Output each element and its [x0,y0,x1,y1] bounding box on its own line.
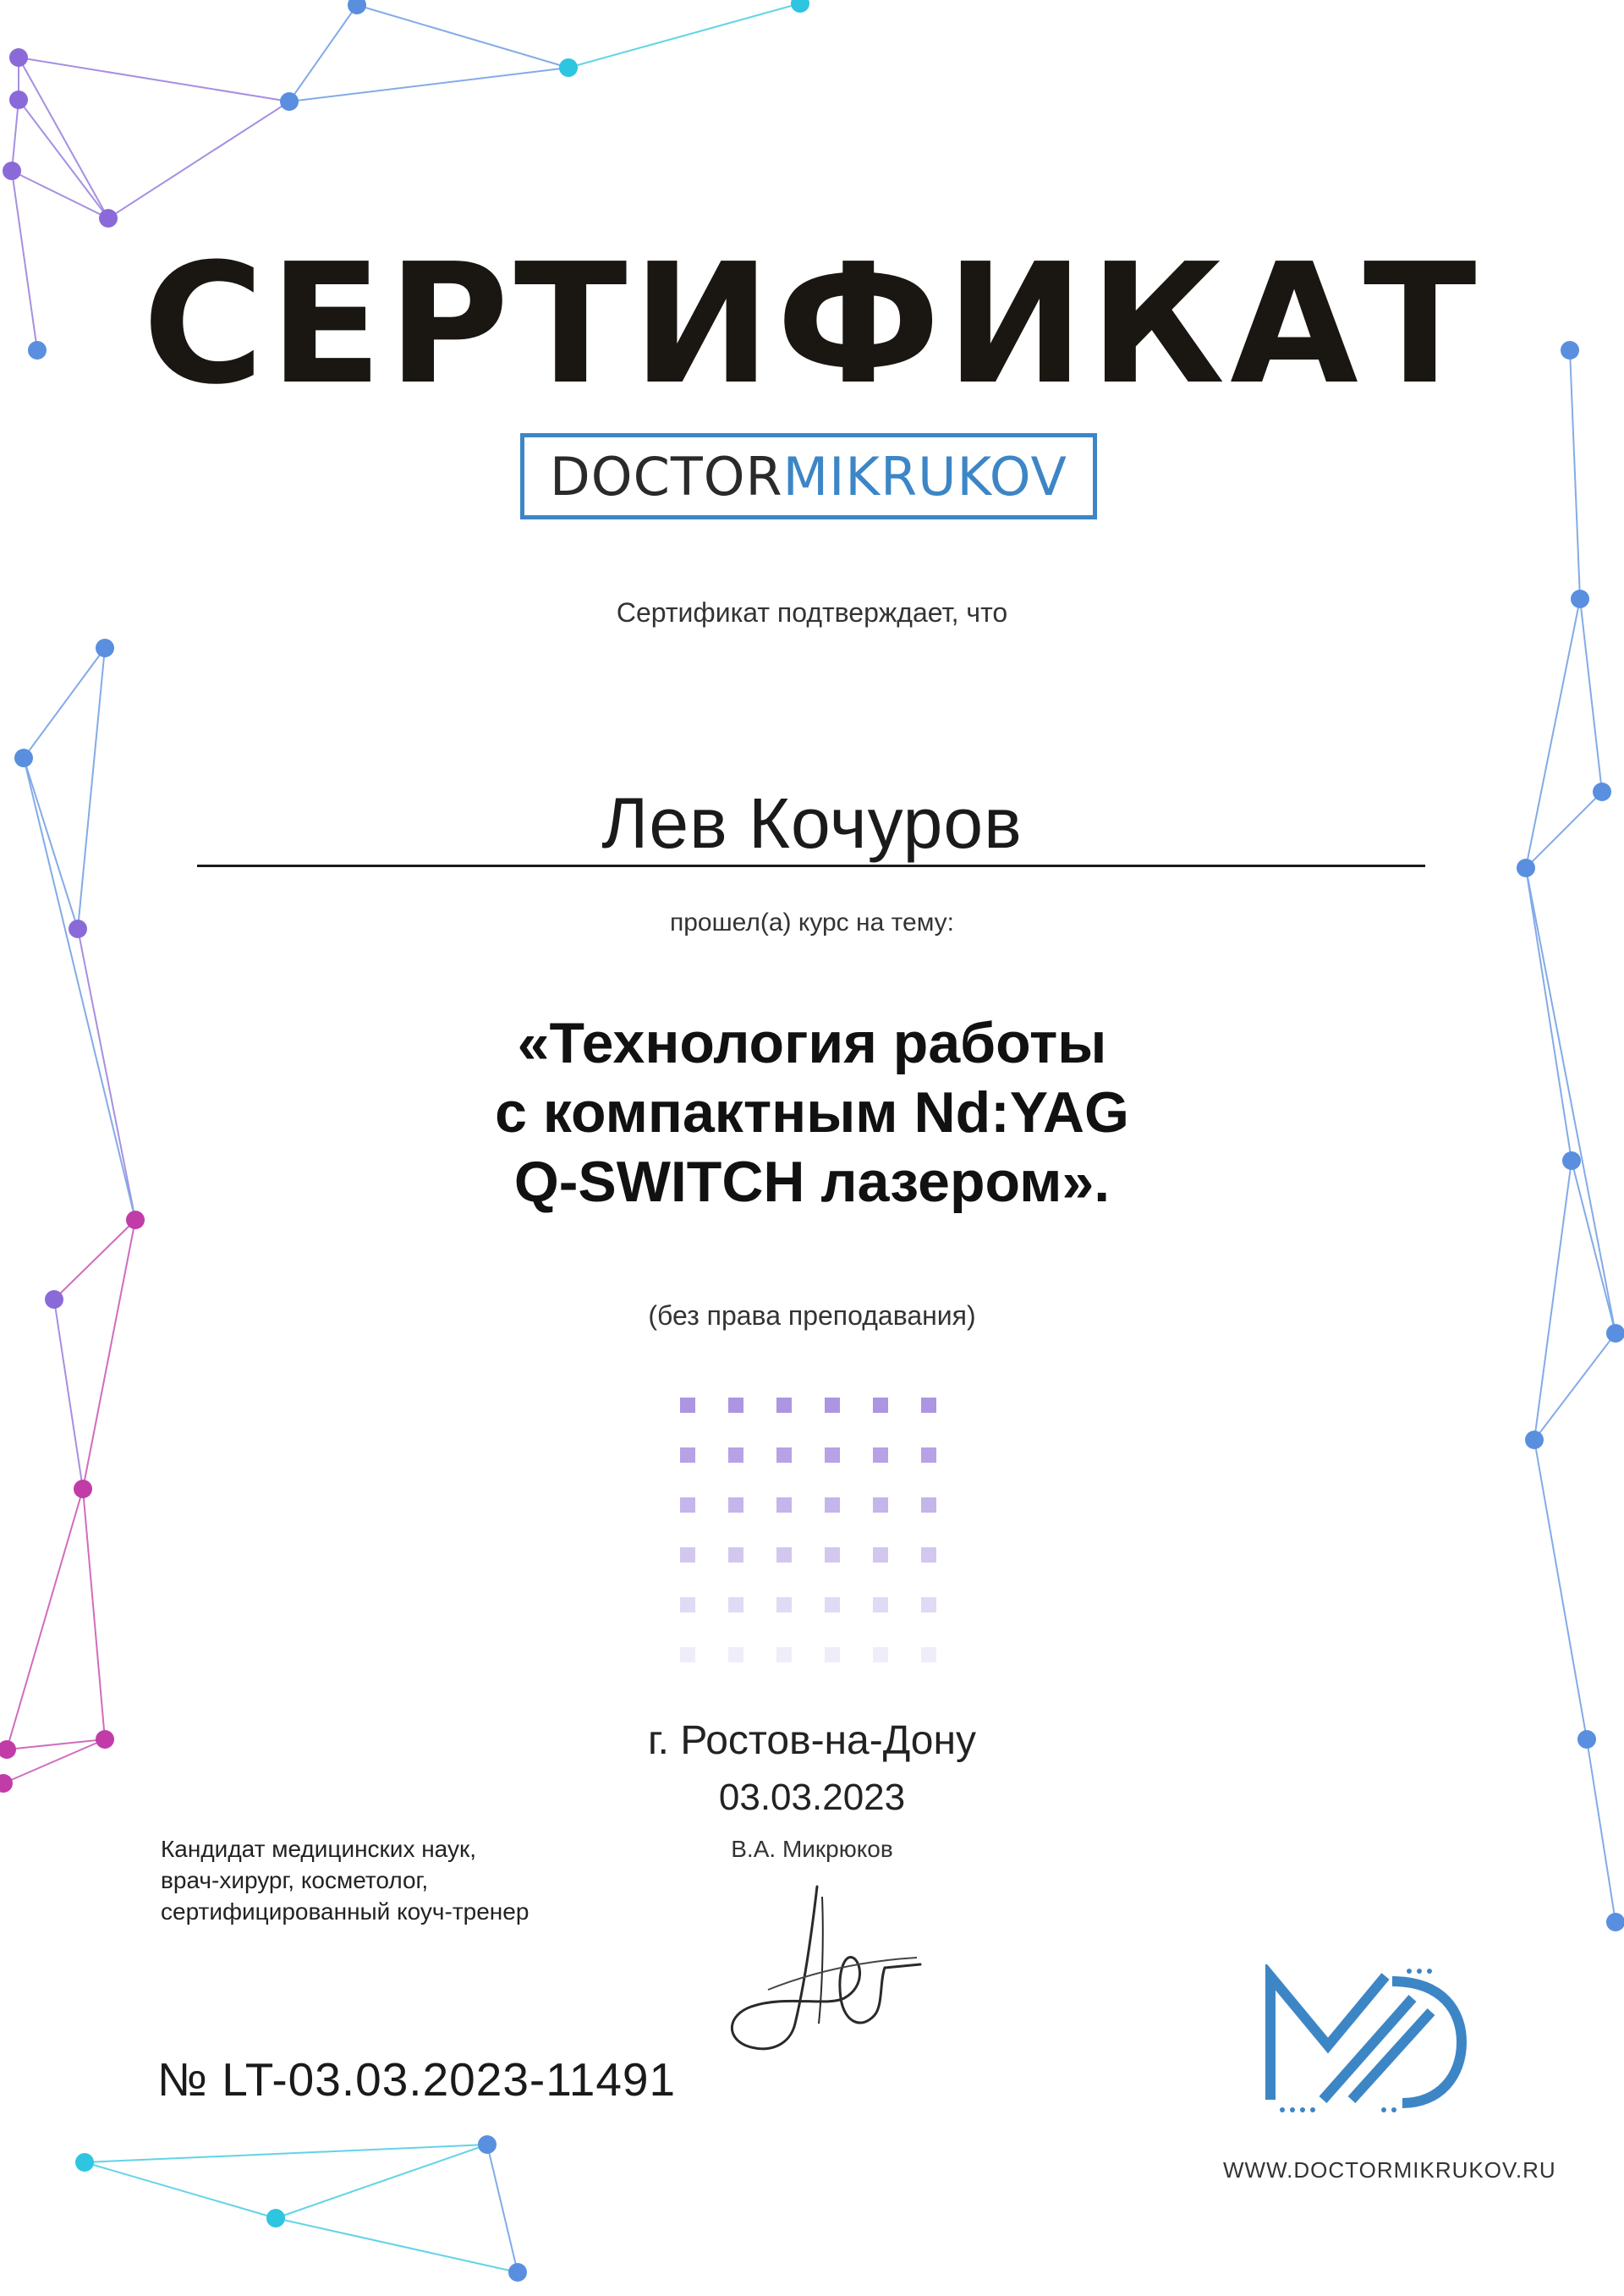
decorative-dot [680,1647,695,1662]
decorative-dot [921,1647,936,1662]
website-url: WWW.DOCTORMIKRUKOV.RU [1223,2157,1556,2183]
issue-date: 03.03.2023 [718,1777,906,1818]
credential-line: сертифицированный коуч-тренер [161,1898,529,1925]
decorative-dot [776,1447,792,1463]
decorative-dot [680,1398,695,1413]
decorative-dot [825,1547,840,1563]
credential-line: врач-хирург, косметолог, [161,1867,429,1893]
decorative-dot [680,1497,695,1513]
logo-text-blue: MIKRUKOV [782,445,1067,508]
decorative-dot [776,1597,792,1612]
network-edge [54,1220,135,1299]
network-edge [276,2145,487,2218]
network-node [3,162,21,180]
confirm-text: Сертификат подтверждает, что [616,597,1008,628]
decorative-dot [873,1497,888,1513]
network-edge [83,1489,105,1739]
network-edge [19,58,289,102]
network-node [1606,1913,1624,1931]
decorative-dot [825,1497,840,1513]
course-title [0,1008,1624,1217]
network-edge [19,58,108,218]
decorative-dot [680,1597,695,1612]
certificate-number: № LT-03.03.2023-11491 [157,2053,677,2106]
network-node [348,0,366,14]
decorative-dot [728,1547,743,1563]
decorative-dot [921,1497,936,1513]
signer-credentials [161,1833,529,1927]
passed-course-text: прошел(а) курс на тему: [670,909,954,937]
network-edge [289,5,357,102]
holder-name: Лев Кочуров [601,783,1023,863]
network-node [75,2153,94,2172]
network-node [508,2263,527,2282]
network-node [1525,1431,1544,1449]
handwritten-signature [717,1880,929,2066]
network-edge [357,5,568,68]
network-node [9,48,28,67]
city: г. Ростов-на-Дону [648,1718,976,1763]
network-edge [7,1489,83,1749]
mikrukov-monogram-logo [1265,1964,1468,2117]
course-title-line: Q-SWITCH лазером». [513,1150,1111,1214]
network-node [478,2135,497,2154]
decorative-dot [873,1597,888,1612]
decorative-dot [825,1398,840,1413]
network-edge [19,100,108,218]
decorative-dot [728,1647,743,1662]
restriction-note: (без права преподавания) [648,1300,976,1331]
decorative-dot [728,1597,743,1612]
decorative-dot [776,1547,792,1563]
network-edge [289,68,568,102]
network-node [559,58,578,77]
course-title-line: с компактным Nd:YAG [495,1080,1129,1145]
decorative-dot [825,1597,840,1612]
signer-name: В.А. Микрюков [731,1836,893,1862]
decorative-dot [776,1647,792,1662]
doctormikrukov-logo [520,433,1097,519]
network-edge [12,171,108,218]
network-edge [24,648,105,758]
decorative-dot [921,1547,936,1563]
network-edge [276,2218,518,2272]
decorative-dot [728,1447,743,1463]
decorative-dot [921,1447,936,1463]
network-edge [568,3,800,68]
network-node [266,2209,285,2227]
decorative-dot [921,1597,936,1612]
decorative-dot [776,1398,792,1413]
decorative-dot [873,1398,888,1413]
network-node [9,91,28,109]
decorative-dot [776,1497,792,1513]
decorative-dot [873,1447,888,1463]
certificate-title: СЕРТИФИКАТ [142,228,1482,421]
network-edge [108,102,289,218]
logo-text-dark: DOCTOR [550,445,783,508]
network-node [99,209,118,228]
decorative-dot [825,1647,840,1662]
network-node [791,0,809,13]
decorative-dot [873,1547,888,1563]
network-edge [85,2145,487,2162]
network-edge [487,2145,518,2272]
decorative-dot [873,1647,888,1662]
credential-line: Кандидат медицинских наук, [161,1836,476,1862]
network-edge [12,100,19,171]
decorative-dot [728,1398,743,1413]
network-edge [1587,1739,1616,1922]
network-node [14,749,33,767]
decorative-dot [921,1398,936,1413]
network-node [96,639,114,657]
course-title-line: «Технология работы [517,1011,1107,1075]
decorative-dot [680,1447,695,1463]
name-underline [197,865,1425,867]
network-edge [85,2162,276,2218]
network-node [280,92,299,111]
decorative-dot [680,1547,695,1563]
network-edge [1534,1440,1587,1739]
network-edge [83,1220,135,1489]
network-node [74,1480,92,1498]
decorative-dot [728,1497,743,1513]
decorative-dot [825,1447,840,1463]
